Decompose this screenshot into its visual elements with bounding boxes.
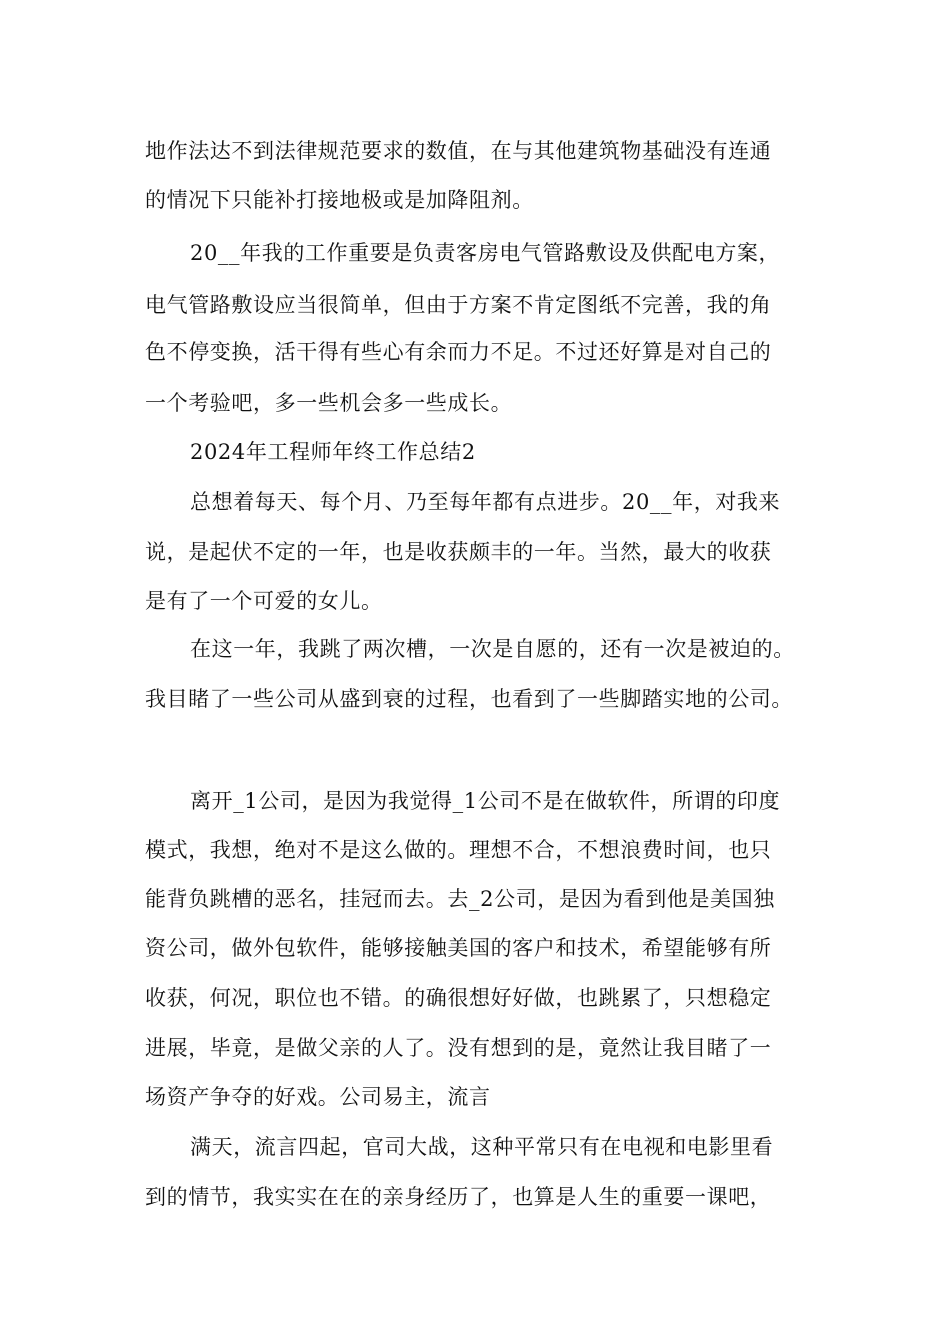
section-heading: 2024年工程师年终工作总结2 [190,440,476,464]
text-line: 色不停变换，活干得有些心有余而力不足。不过还好算是对自己的 [145,340,772,364]
paragraph-start-line: 总想着每天、每个月、乃至每年都有点进步。20__年，对我来 [190,490,781,514]
text-line: 到的情节，我实实在在的亲身经历了，也算是人生的重要一课吧， [145,1185,772,1209]
text-line: 说，是起伏不定的一年，也是收获颇丰的一年。当然，最大的收获 [145,540,772,564]
paragraph-start-line: 在这一年，我跳了两次槽，一次是自愿的，还有一次是被迫的。 [190,637,795,661]
paragraph-start-line: 离开_1公司，是因为我觉得_1公司不是在做软件，所谓的印度 [190,789,781,813]
text-line: 是有了一个可爱的女儿。 [145,589,383,613]
text-line: 我目睹了一些公司从盛到衰的过程，也看到了一些脚踏实地的公司。 [145,687,793,711]
paragraph-start-line: 满天，流言四起，官司大战，这种平常只有在电视和电影里看 [190,1135,774,1159]
text-line: 一个考验吧，多一些机会多一些成长。 [145,391,513,415]
text-line: 电气管路敷设应当很简单，但由于方案不肯定图纸不完善，我的角 [145,293,772,317]
text-line: 进展，毕竟，是做父亲的人了。没有想到的是，竟然让我目睹了一 [145,1036,772,1060]
text-line: 能背负跳槽的恶名，挂冠而去。去_2公司，是因为看到他是美国独 [145,887,775,911]
text-line: 收获，何况，职位也不错。的确很想好好做，也跳累了，只想稳定 [145,986,772,1010]
text-line: 模式，我想，绝对不是这么做的。理想不合，不想浪费时间，也只 [145,838,772,862]
text-line: 资公司，做外包软件，能够接触美国的客户和技术，希望能够有所 [145,936,772,960]
text-line: 地作法达不到法律规范要求的数值，在与其他建筑物基础没有连通 [145,139,772,163]
text-line: 场资产争夺的好戏。公司易主，流言 [145,1085,491,1109]
text-line: 的情况下只能补打接地极或是加降阻剂。 [145,188,534,212]
paragraph-start-line: 20__年我的工作重要是负责客房电气管路敷设及供配电方案， [190,241,781,265]
